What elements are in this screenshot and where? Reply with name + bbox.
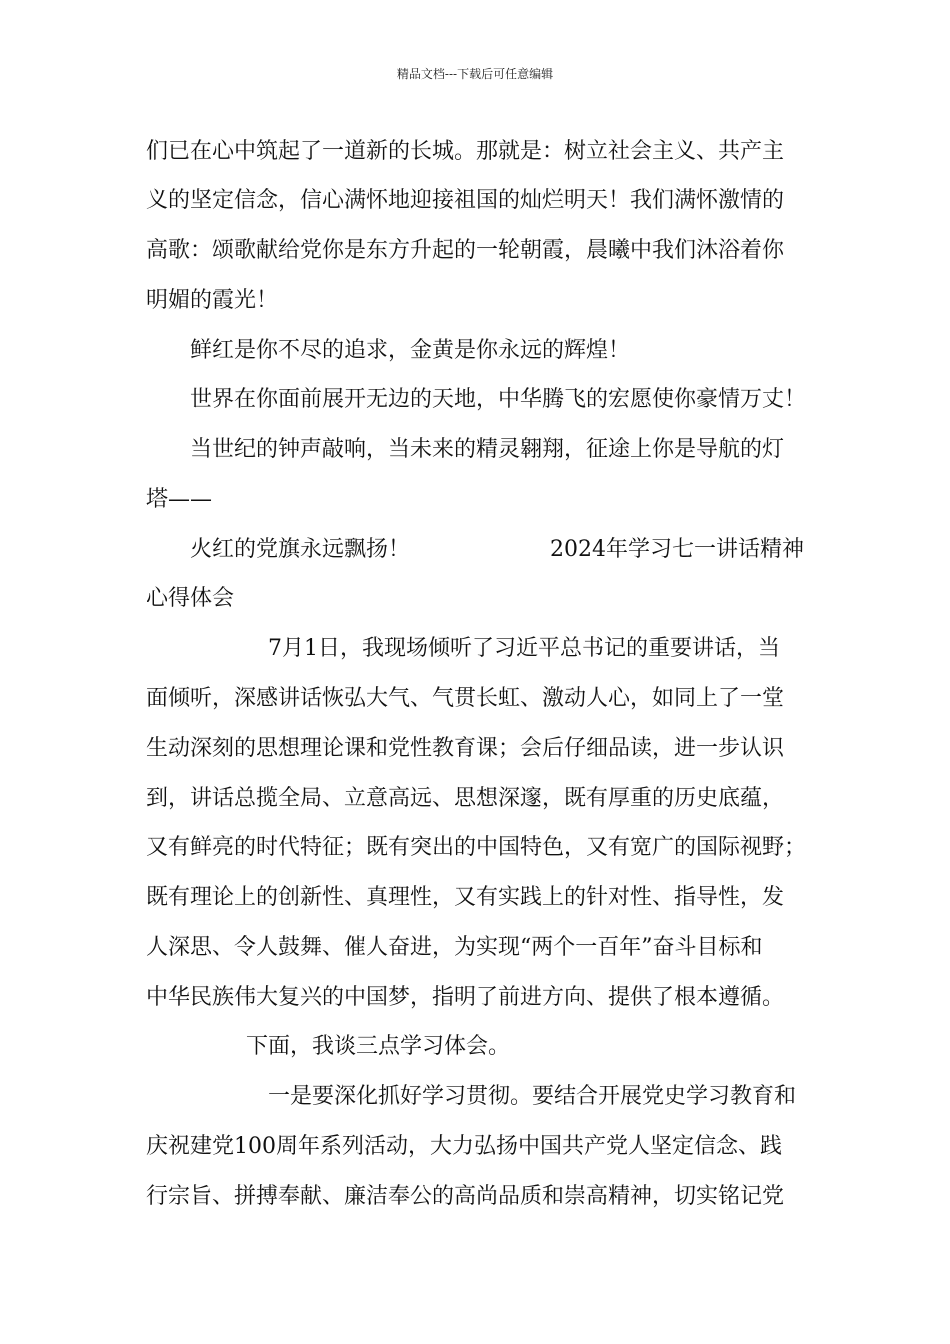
body-line: 们已在心中筑起了一道新的长城。那就是：树立社会主义、共产主 — [146, 139, 785, 164]
body-line: 人深思、令人鼓舞、催人奋进，为实现“两个一百年”奋斗目标和 — [146, 935, 763, 960]
body-line: 又有鲜亮的时代特征；既有突出的中国特色，又有宽广的国际视野； — [146, 835, 807, 860]
body-line: 面倾听，深感讲话恢弘大气、气贯长虹、激动人心，如同上了一堂 — [146, 686, 785, 711]
body-line: 义的坚定信念，信心满怀地迎接祖国的灿烂明天！我们满怀激情的 — [146, 188, 785, 213]
body-line: 世界在你面前展开无边的天地，中华腾飞的宏愿使你豪情万丈！ — [190, 387, 807, 412]
body-line: 到，讲话总揽全局、立意高远、思想深邃，既有厚重的历史底蕴， — [146, 786, 785, 811]
body-line: 生动深刻的思想理论课和党性教育课；会后仔细品读，进一步认识 — [146, 736, 785, 761]
body-line: 一是要深化抓好学习贯彻。要结合开展党史学习教育和 — [268, 1084, 797, 1109]
body-line: 当世纪的钟声敲响，当未来的精灵翱翔，征途上你是导航的灯 — [190, 437, 785, 462]
body-line: 7月1日，我现场倾听了习近平总书记的重要讲话，当 — [268, 636, 780, 661]
body-line: 中华民族伟大复兴的中国梦，指明了前进方向、提供了根本遵循。 — [146, 985, 785, 1010]
body-line: 塔—— — [146, 487, 213, 512]
body-line: 庆祝建党100周年系列活动，大力弘扬中国共产党人坚定信念、践 — [146, 1134, 782, 1159]
body-line: 明媚的霞光！ — [146, 288, 279, 313]
body-line: 鲜红是你不尽的追求，金黄是你永远的辉煌！ — [190, 338, 631, 363]
page-header: 精品文档---下载后可任意编辑 — [396, 67, 554, 81]
article-title-part2: 心得体会 — [146, 586, 235, 611]
body-line: 火红的党旗永远飘扬！ — [190, 537, 411, 562]
body-line: 高歌：颂歌献给党你是东方升起的一轮朝霞，晨曦中我们沐浴着你 — [146, 238, 785, 263]
body-line: 下面，我谈三点学习体会。 — [246, 1034, 511, 1059]
article-title-part1: 2024年学习七一讲话精神 — [550, 537, 804, 562]
body-line: 既有理论上的创新性、真理性，又有实践上的针对性、指导性，发 — [146, 885, 785, 910]
body-line: 行宗旨、拼搏奉献、廉洁奉公的高尚品质和崇高精神，切实铭记党 — [146, 1184, 785, 1209]
